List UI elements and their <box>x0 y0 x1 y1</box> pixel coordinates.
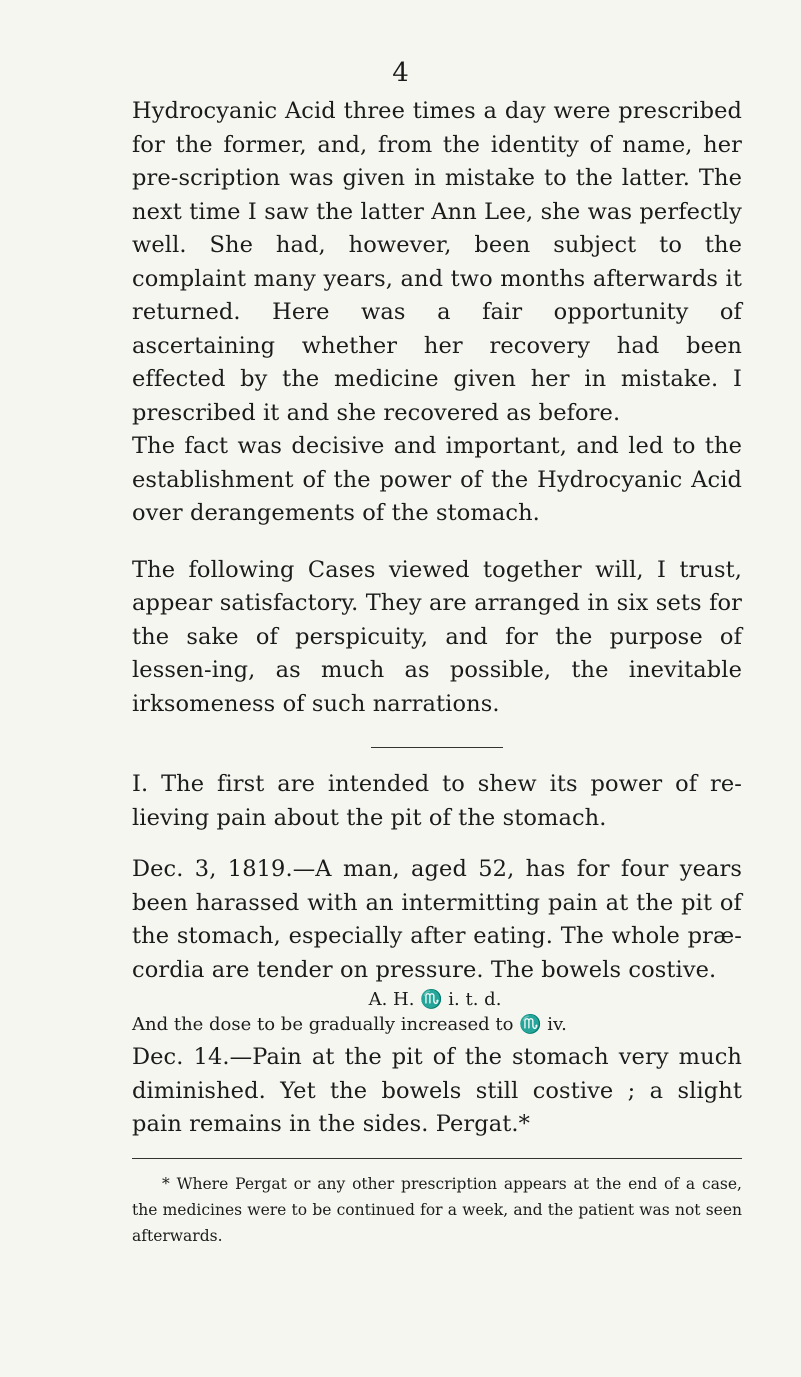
paragraph-3: The following Cases viewed together will, I trust, appear satisfactory. They are arranged in six sets for the sake of perspicuity, and for the purpose of lessen-ing, as much as possible, the inevitable irksomeness of such narrations. <box>132 556 742 717</box>
body-text <box>132 95 742 1249</box>
footnote-divider <box>132 1158 742 1159</box>
page-number: 4 <box>392 58 409 88</box>
paragraph-2: The fact was decisive and important, and led to the establishment of the power of the Hydrocyanic Acid over derangements of the stomach. <box>132 433 742 526</box>
footnote: * Where Pergat or any other prescription appears at the end of a case, the medicines were to be continued for a week, and the patient was not seen afterwards. <box>132 1174 742 1245</box>
prescription-note: And the dose to be gradually increased to ♏ iv. <box>132 1014 567 1035</box>
paragraph-gap <box>132 835 742 853</box>
section-heading-paragraph: I. The first are intended to shew its power of re-lieving pain about the pit of the stomach. <box>132 771 742 831</box>
case-entry-dec-3: Dec. 3, 1819.—A man, aged 52, has for four years been harassed with an intermitting pain at the pit of the stomach, especially after eating. The whole præ-cordia are tender on pressure. The bowels costive. <box>132 856 742 983</box>
case-entry-dec-14: Dec. 14.—Pain at the pit of the stomach very much diminished. Yet the bowels still costive ; a slight pain remains in the sides. Pergat.* <box>132 1044 742 1137</box>
section-divider <box>371 747 503 748</box>
prescription-line: A. H. ♏ i. t. d. <box>368 989 502 1010</box>
paragraph-gap <box>132 531 742 554</box>
paragraph-1: Hydrocyanic Acid three times a day were prescribed for the former, and, from the identity of name, her pre-scription was given in mistake to the latter. The next time I saw the latter Ann Lee, she was perfectly well. She had, however, been subject to the complaint many years, and two months afterwards it returned. Here was a fair opportunity of ascertaining whether her recovery had been effected by the medicine given her in mistake. I prescribed it and she recovered as before. <box>132 98 742 426</box>
